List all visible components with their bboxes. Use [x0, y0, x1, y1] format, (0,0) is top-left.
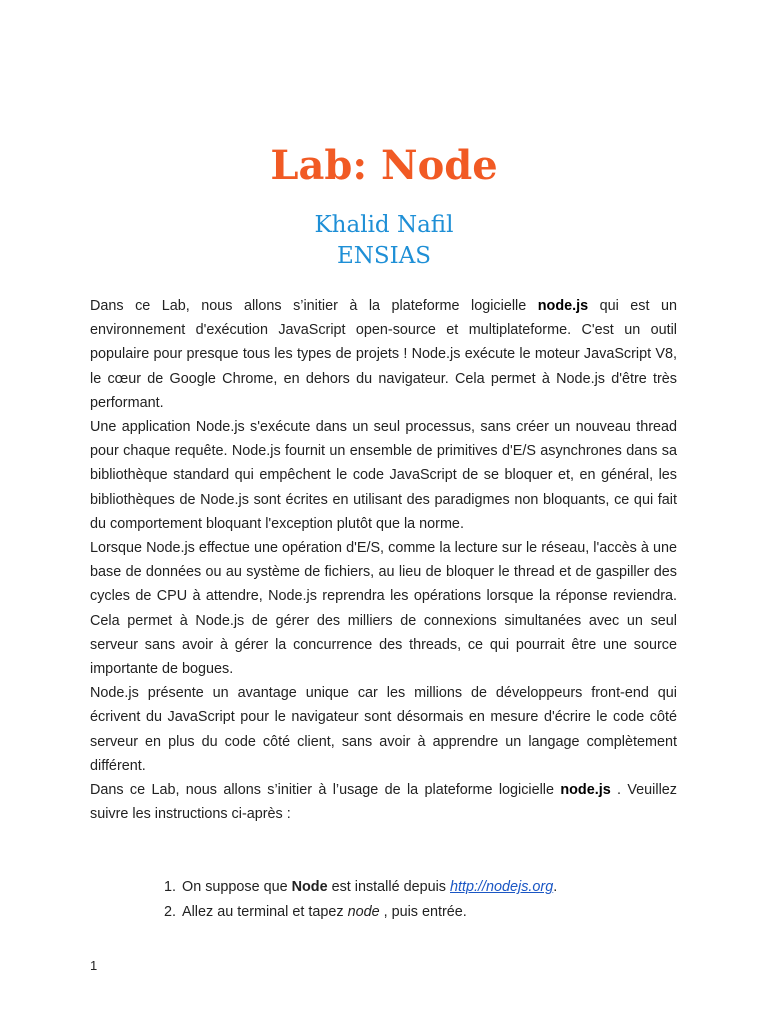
- paragraph-instructions-text-start: Dans ce Lab, nous allons s’initier à l’usage de la plateforme logicielle: [90, 782, 561, 799]
- body-text: [90, 294, 677, 826]
- instruction-steps-list: [150, 875, 700, 925]
- organization-name: ENSIAS: [336, 243, 432, 269]
- author-name: Khalid Nafil: [314, 212, 454, 238]
- paragraph-io-operations: Lorsque Node.js effectue une opération d'E/S, comme la lecture sur le réseau, l'accès à une base de données ou au système de fichiers, au lieu de bloquer le thread et de gaspiller des cycles de CPU à attendre, Node.js reprendra les opérations lorsque la réponse reviendra. Cela permet à Node.js de gérer des milliers de connexions simultanées avec un seul serveur sans avoir à gérer la concurrence des threads, ce qui pourrait être une source importante de bogues.: [90, 540, 677, 678]
- step-text: On suppose que: [182, 879, 292, 895]
- step-text: Allez au terminal et tapez: [182, 904, 348, 920]
- list-item: [180, 900, 700, 925]
- step-text: est installé depuis: [327, 879, 450, 895]
- paragraph-instructions-text-end: . Veuillez suivre les instructions ci-après :: [90, 782, 677, 823]
- paragraph-intro: [90, 294, 677, 415]
- paragraph-instructions-intro: [90, 778, 677, 826]
- paragraph-intro-text-end: qui est un environnement d'exécution JavaScript open-source et multiplateforme. C'est un outil populaire pour presque tous les types de projets ! Node.js exécute le moteur JavaScript V8, le cœur de Google Chrome, en dehors du navigateur. Cela permet à Node.js d'être très performant.: [90, 298, 678, 411]
- paragraph-intro-text-start: Dans ce Lab, nous allons s’initier à la plateforme logicielle: [90, 298, 538, 314]
- node-bold-term: Node: [291, 879, 328, 895]
- step-text: .: [553, 879, 558, 895]
- nodejs-org-link[interactable]: http://nodejs.org: [450, 879, 554, 895]
- list-item: [180, 875, 700, 900]
- document-title: Lab: Node: [270, 142, 498, 189]
- page-number: 1: [90, 958, 98, 973]
- nodejs-bold-term: node.js: [537, 298, 589, 314]
- nodejs-bold-term-2: node.js: [560, 782, 611, 799]
- paragraph-single-process: Une application Node.js s'exécute dans un seul processus, sans créer un nouveau thread pour chaque requête. Node.js fournit un ensemble de primitives d'E/S asynchrones dans sa bibliothèque standard qui empêchent le code JavaScript de se bloquer et, en général, les bibliothèques de Node.js sont écrites en utilisant des paradigmes non bloquants, ce qui fait du comportement bloquant l'exception plutôt que la norme.: [90, 419, 677, 532]
- step-text: , puis entrée.: [379, 904, 467, 920]
- node-command-italic: node: [347, 904, 380, 920]
- paragraph-advantage: Node.js présente un avantage unique car les millions de développeurs front-end qui écrivent du JavaScript pour le navigateur sont désormais en mesure d'écrire le code côté serveur en plus du code côté client, sans avoir à apprendre un langage complètement différent.: [90, 685, 677, 774]
